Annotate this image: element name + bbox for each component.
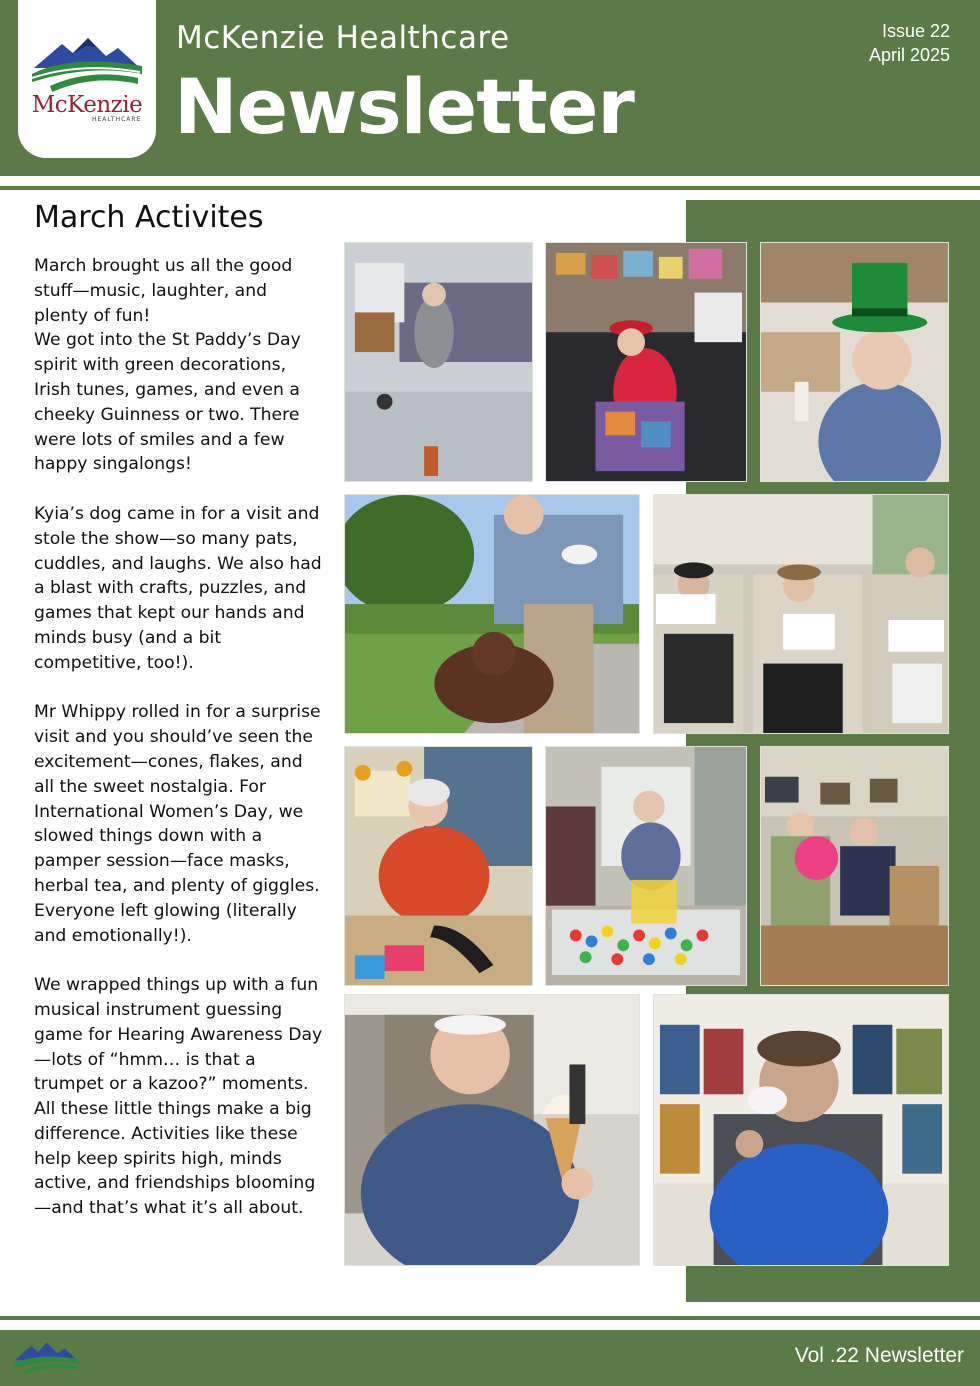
photo-ice-cream-cone — [344, 994, 640, 1266]
photo-ring-toss — [344, 242, 533, 482]
logo-wordmark: McKenzie — [31, 92, 143, 118]
photo-certificates — [653, 494, 949, 734]
photo-pink-ball-game — [760, 746, 949, 986]
logo-card — [18, 0, 156, 158]
footer-divider — [0, 1316, 980, 1320]
logo-subtitle: HEALTHCARE — [92, 116, 142, 123]
photo-pamper-session — [653, 994, 949, 1266]
header-divider — [0, 186, 980, 190]
article-heading: March Activites — [34, 200, 264, 235]
mountain-logo-icon — [12, 1340, 80, 1376]
issue-date: April 2025 — [868, 45, 950, 65]
issue-info — [869, 19, 950, 67]
newsletter-footer — [0, 1330, 980, 1386]
photo-dog-visit — [344, 494, 640, 734]
photo-crafts — [344, 746, 533, 986]
issue-number: Issue 22 — [881, 21, 950, 41]
photo-red-hat-resident — [545, 242, 747, 482]
photo-ball-pit-game — [545, 746, 747, 986]
org-name: McKenzie Healthcare — [176, 20, 510, 56]
article-paragraph: Mr Whippy rolled in for a surprise visit and you should’ve seen the excitement—cones, flakes, and all the sweet nostalgia. For International Women’s Day, we slowed things down with a pamper session—face masks, herbal tea, and plenty of giggles. Everyone left glowing (literally and emotionally!). — [34, 702, 321, 946]
article-body — [34, 254, 324, 1246]
footer-volume-text: Vol .22 Newsletter — [794, 1344, 964, 1367]
newsletter-header — [0, 0, 980, 176]
newsletter-title: Newsletter — [174, 62, 634, 151]
mountain-logo-icon — [30, 34, 144, 94]
photo-leprechaun-hat-resident — [760, 242, 949, 482]
article-paragraph: We wrapped things up with a fun musical instrument guessing game for Hearing Awareness Day—lots of “hmm… is that a trumpet or a kazoo?” moments. All these little things make a big difference. Activities like these help keep spirits high, minds active, and friendships blooming—and that’s what it’s all about. — [34, 975, 323, 1219]
article-paragraph: March brought us all the good stuff—music, laughter, and plenty of fun! We got into the St Paddy’s Day spirit with green decorations, Irish tunes, games, and even a cheeky Guinness or two. There were lots of smiles and a few happy singalongs! — [34, 256, 301, 475]
article-paragraph: Kyia’s dog came in for a visit and stole the show—so many pats, cuddles, and laughs. We also had a blast with crafts, puzzles, and games that kept our hands and minds busy (and a bit competitive, too!). — [34, 503, 322, 673]
